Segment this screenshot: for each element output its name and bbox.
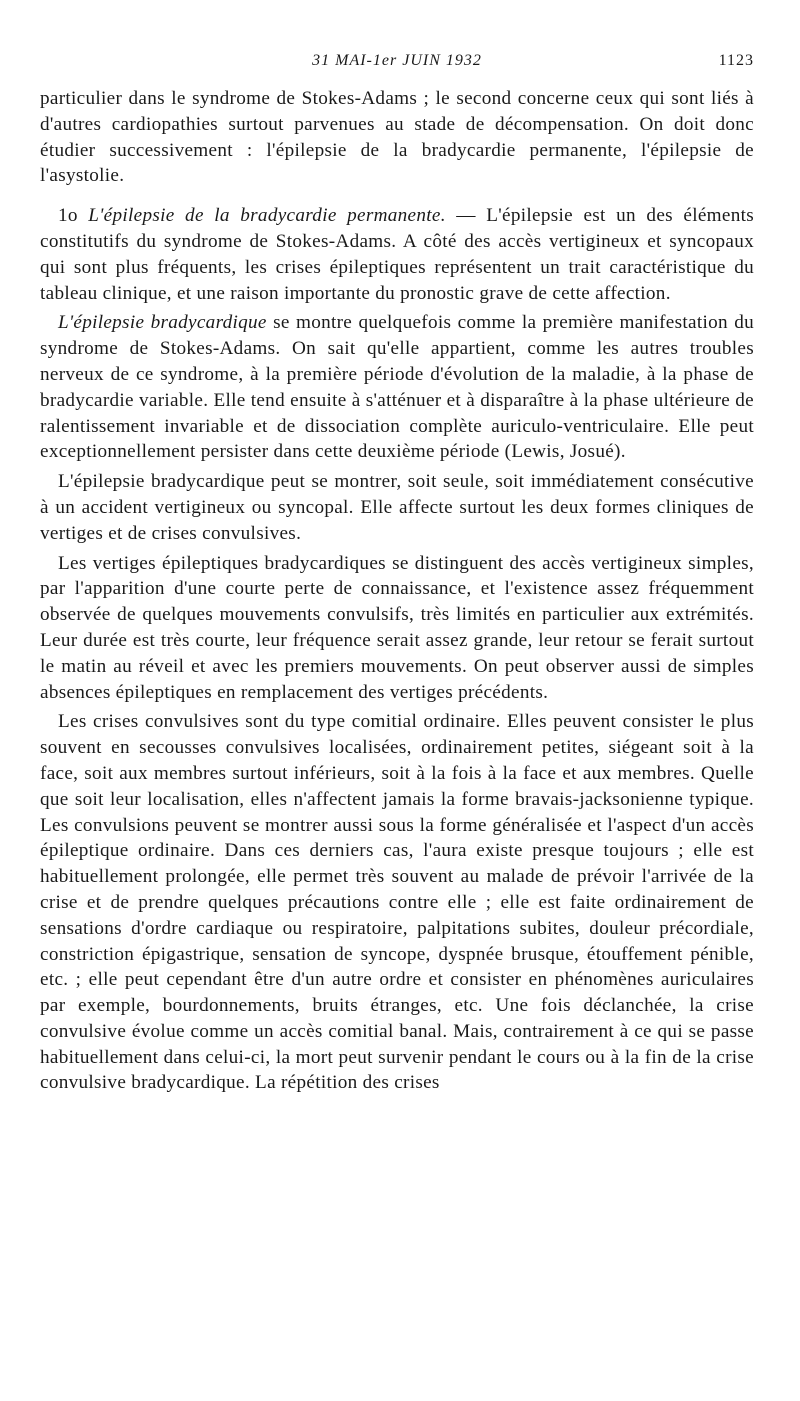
header-date: 31 MAI-1er JUIN 1932	[312, 52, 482, 69]
paragraph-convulsive-crises: Les crises convulsives sont du type comitial ordinaire. Elles peuvent consister le plus souvent en secousses convulsives localisées, ordinairement petites, siégeant soit à la face, soit aux membres surtout inférieurs, soit à la fois à la face et aux membres. Quelle que soit leur localisation, elles n'affectent jamais la forme bravais-jacksonienne typique. Les convulsions peuvent se montrer aussi sous la forme généralisée et l'aspect d'un accès épileptique ordinaire. Dans ces derniers cas, l'aura existe presque toujours ; elle est habituellement prolongée, elle permet très souvent au malade de prévoir l'arrivée de la crise et de prendre quelques précautions contre elle ; elle est faite ordinairement de sensations d'ordre cardiaque ou respiratoire, palpitations subites, douleur précordiale, constriction épigastrique, sensation de syncope, dyspnée brusque, étouffement pénible, etc. ; elle peut cependant être d'un autre ordre et consister en phénomènes auriculaires par exemple, bourdonnements, bruits étranges, etc. Une fois déclanchée, la crise convulsive évolue comme un accès comitial banal. Mais, contrairement à ce qui se passe habituellement dans celui-ci, la mort peut survenir pendant le cours ou à la fin de la crise convulsive bradycardique. La répétition des crises	[40, 711, 754, 1094]
running-header	[40, 52, 754, 74]
paragraph-bradycardic-epilepsy	[40, 310, 754, 465]
paragraph-section-1	[40, 203, 754, 306]
section-title: L'épilepsie de la bradycardie permanente.	[88, 205, 446, 227]
article-body	[40, 86, 754, 1096]
document-page	[40, 0, 754, 1401]
paragraph-vertigo: Les vertiges épileptiques bradycardiques se distinguent des accès vertigineux simples, par l'apparition d'une courte perte de connaissance, et l'existence assez fréquemment observée de quelques mouvements convulsifs, très limités en particulier aux extrémités. Leur durée est très courte, leur fréquence serait assez grande, leur retour se ferait surtout le matin au réveil et avec les premiers mouvements. On peut observer aussi de simples absences épileptiques en remplacement des vertiges précédents.	[40, 552, 754, 703]
page-number: 1123	[718, 52, 754, 69]
paragraph-forms: L'épilepsie bradycardique peut se montrer, soit seule, soit immédiatement consécutive à un accident vertigineux ou syncopal. Elle affecte surtout les deux formes cliniques de vertiges et de crises convulsives.	[40, 471, 754, 544]
paragraph-intro-continuation: particulier dans le syndrome de Stokes-Adams ; le second concerne ceux qui sont liés à d'autres cardiopathies surtout parvenues au stade de décompensation. On doit donc étudier successivement : l'épilepsie de la bradycardie permanente, l'épilepsie de l'asystolie.	[40, 88, 754, 187]
italic-term: L'épilepsie bradycardique	[58, 312, 267, 334]
paragraph-3-text: se montre quelquefois comme la première manifestation du syndrome de Stokes-Adams. On sait qu'elle appartient, comme les autres troubles nerveux de ce syndrome, à la première période d'évolution de la maladie, à la phase de bradycardie variable. Elle tend ensuite à s'atténuer et à disparaître à la phase ultérieure de ralentissement invariable et de dissociation complète auriculo-ventriculaire. Elle peut exceptionnellement persister dans cette deuxième période (Lewis, Josué).	[40, 312, 754, 463]
section-number: 1o	[58, 205, 78, 227]
section-1-text: — L'épilepsie est un des éléments constitutifs du syndrome de Stokes-Adams. A côté des accès vertigineux et syncopaux qui sont plus fréquents, les crises épileptiques représentent un trait caractéristique du tableau clinique, et une raison importante du pronostic grave de cette affection.	[40, 205, 754, 304]
